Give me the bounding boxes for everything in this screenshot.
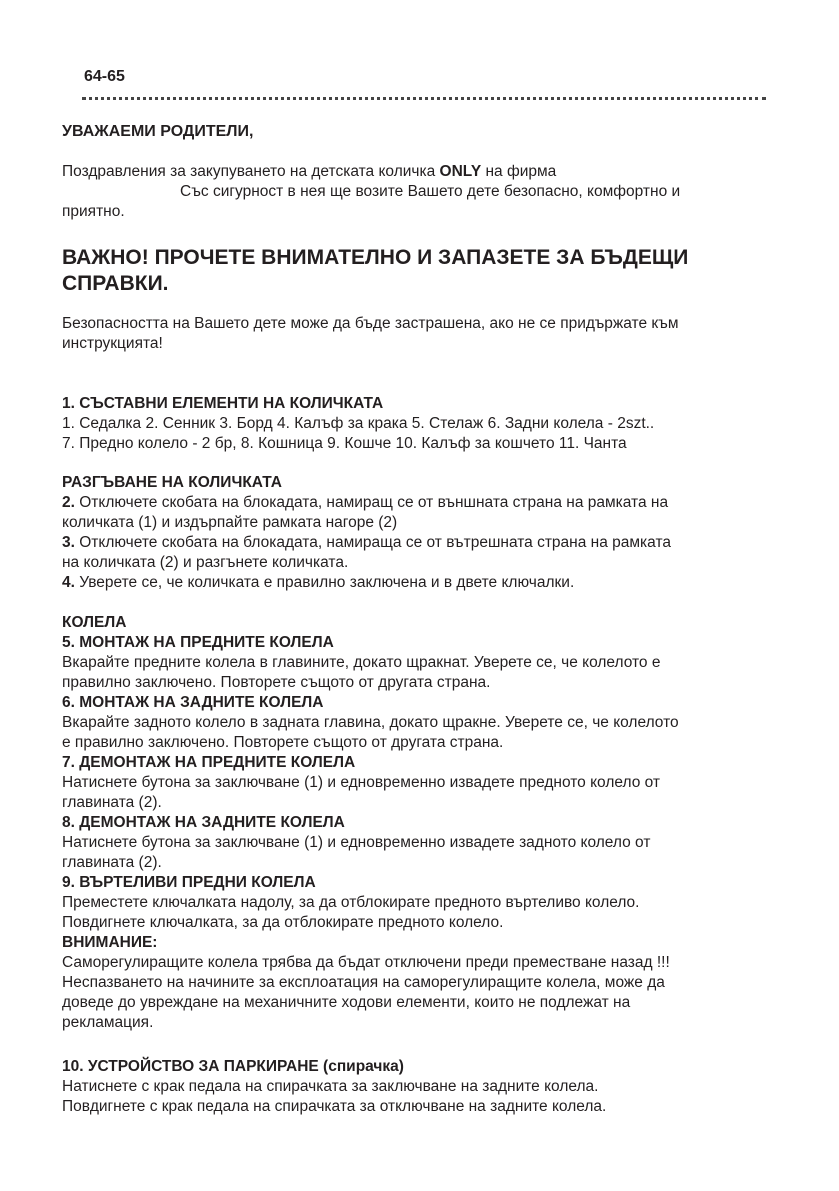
s9-line-2: Повдигнете ключалката, за да отблокирате предното колело. [62, 914, 504, 931]
unfolding-step-3-line-2: на количката (2) и разгънете количката. [62, 554, 349, 571]
parking-section [62, 1057, 782, 1117]
wheels-section [62, 613, 782, 1033]
greeting-title: УВАЖАЕМИ РОДИТЕЛИ, [62, 123, 254, 140]
s9-title: 9. ВЪРТЕЛИВИ ПРЕДНИ КОЛЕЛА [62, 874, 316, 891]
s5-title: 5. МОНТАЖ НА ПРЕДНИТЕ КОЛЕЛА [62, 634, 334, 651]
step-4-number: 4. [62, 574, 75, 591]
important-text [62, 314, 782, 354]
warning-line-4: рекламация. [62, 1014, 154, 1031]
step-2-number: 2. [62, 494, 75, 511]
important-title-line-2: СПРАВКИ. [62, 272, 169, 295]
dotted-divider [82, 97, 766, 100]
warning-line-2: Неспазването на начините за експлоатация на саморегулиращите колела, може да [62, 974, 665, 991]
warning-title: ВНИМАНИЕ: [62, 934, 158, 951]
unfolding-step-4 [62, 573, 782, 593]
parking-line-2: Повдигнете с крак педала на спирачката за отключване на задните колела. [62, 1098, 607, 1115]
s9-line-1: Преместете ключалката надолу, за да отблокирате предното въртеливо колело. [62, 894, 640, 911]
greeting-text [62, 162, 782, 222]
unfolding-step-3 [62, 533, 782, 553]
s6-line-1: Вкарайте задното колело в задната главина, докато щракне. Уверете се, че колелото [62, 714, 679, 731]
unfolding-section [62, 473, 782, 593]
unfolding-step-2-line-2: количката (1) и издърпайте рамката нагоре (2) [62, 514, 398, 531]
important-text-line-1: Безопасността на Вашето дете може да бъде застрашена, ако не се придържате към [62, 315, 679, 332]
wheels-title: КОЛЕЛА [62, 614, 127, 631]
s7-line-2: главината (2). [62, 794, 162, 811]
greeting-section [62, 122, 782, 142]
greeting-line-3: приятно. [62, 203, 125, 220]
warning-line-1: Саморегулиращите колела трябва да бъдат отключени преди преместване назад !!! [62, 954, 670, 971]
s8-title: 8. ДЕМОНТАЖ НА ЗАДНИТЕ КОЛЕЛА [62, 814, 345, 831]
unfolding-step-2 [62, 493, 782, 513]
important-heading [62, 245, 782, 297]
important-title-line-1: ВАЖНО! ПРОЧЕТЕ ВНИМАТЕЛНО И ЗАПАЗЕТЕ ЗА БЪДЕЩИ [62, 246, 689, 269]
brand-name: ONLY [439, 163, 482, 180]
components-title: 1. СЪСТАВНИ ЕЛЕМЕНТИ НА КОЛИЧКАТА [62, 395, 384, 412]
warning-line-3: доведе до увреждане на механичните ходови елементи, които не подлежат на [62, 994, 631, 1011]
s8-line-1: Натиснете бутона за заключване (1) и едновременно извадете задното колело от [62, 834, 651, 851]
step-2-text: Отключете скобата на блокадата, намиращ се от външната страна на рамката на [74, 494, 669, 511]
greeting-line-1 [62, 162, 782, 182]
important-text-line-2: инструкцията! [62, 335, 163, 352]
greeting-line-2: Със сигурност в нея ще возите Вашето дете безопасно, комфортно и [180, 183, 681, 200]
greeting-intro-end: на фирма [481, 163, 557, 180]
s6-title: 6. МОНТАЖ НА ЗАДНИТЕ КОЛЕЛА [62, 694, 324, 711]
parking-title: 10. УСТРОЙСТВО ЗА ПАРКИРАНЕ (спирачка) [62, 1058, 404, 1075]
s5-line-1: Вкарайте предните колела в главините, докато щракнат. Уверете се, че колелото е [62, 654, 661, 671]
components-line-1: 1. Седалка 2. Сенник 3. Борд 4. Калъф за крака 5. Стелаж 6. Задни колела - 2szt.. [62, 415, 655, 432]
parking-line-1: Натиснете с крак педала на спирачката за заключване на задните колела. [62, 1078, 599, 1095]
s7-line-1: Натиснете бутона за заключване (1) и едновременно извадете предното колело от [62, 774, 661, 791]
step-4-text: Уверете се, че количката е правилно заключена и в двете ключалки. [74, 574, 575, 591]
s6-line-2: е правилно заключено. Повторете същото от другата страна. [62, 734, 504, 751]
step-3-number: 3. [62, 534, 75, 551]
s5-line-2: правилно заключено. Повторете същото от другата страна. [62, 674, 491, 691]
page-number: 64-65 [84, 68, 125, 85]
s7-title: 7. ДЕМОНТАЖ НА ПРЕДНИТЕ КОЛЕЛА [62, 754, 356, 771]
greeting-intro: Поздравления за закупуването на детската количка [62, 163, 440, 180]
step-3-text: Отключете скобата на блокадата, намираща се от вътрешната страна на рамката [74, 534, 671, 551]
components-section [62, 394, 782, 454]
components-line-2: 7. Предно колело - 2 бр, 8. Кошница 9. Кошче 10. Калъф за кошчето 11. Чанта [62, 435, 627, 452]
s8-line-2: главината (2). [62, 854, 162, 871]
unfolding-title: РАЗГЪВАНЕ НА КОЛИЧКАТА [62, 474, 282, 491]
